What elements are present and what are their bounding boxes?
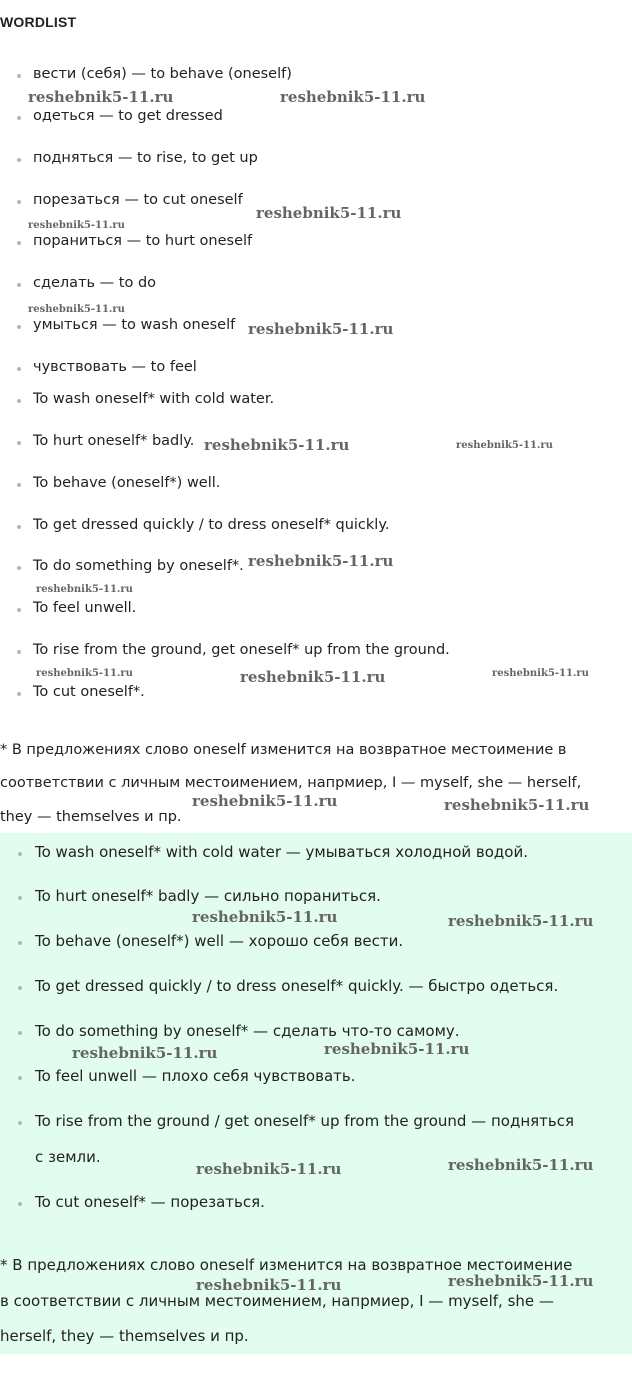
watermark: reshebnik5-11.ru (36, 584, 133, 595)
list-item: To hurt oneself* badly. (33, 433, 195, 449)
list-item-continuation: с земли. (35, 1148, 101, 1166)
footnote-line: соответствии с личным местоимением, напрмиер, I — myself, she — herself, (0, 775, 582, 791)
list-item: чувствовать — to feel (33, 359, 197, 375)
footnote-line: * В предложениях слово oneself изменится на возвратное местоимение (0, 1256, 573, 1274)
list-item: To get dressed quickly / to dress oneself* quickly. — быстро одеться. (35, 977, 559, 995)
watermark: reshebnik5-11.ru (492, 668, 589, 679)
list-item: To feel unwell. (33, 600, 137, 616)
watermark: reshebnik5-11.ru (444, 796, 590, 814)
list-item: To do something by oneself* — сделать что-то самому. (35, 1022, 460, 1040)
list-item: To behave (oneself*) well. (33, 475, 221, 491)
watermark: reshebnik5-11.ru (456, 440, 553, 451)
watermark: reshebnik5-11.ru (36, 668, 133, 679)
list-item: To cut oneself*. (33, 684, 145, 700)
watermark: reshebnik5-11.ru (448, 1156, 594, 1174)
list-item: To cut oneself* — порезаться. (35, 1193, 265, 1211)
watermark: reshebnik5-11.ru (204, 436, 350, 454)
watermark: reshebnik5-11.ru (72, 1044, 218, 1062)
watermark: reshebnik5-11.ru (280, 88, 426, 106)
footnote-line: herself, they — themselves и пр. (0, 1327, 249, 1345)
list-item: пораниться — to hurt oneself (33, 233, 253, 249)
watermark: reshebnik5-11.ru (448, 912, 594, 930)
list-item: To get dressed quickly / to dress oneself* quickly. (33, 517, 390, 533)
watermark: reshebnik5-11.ru (196, 1276, 342, 1294)
watermark: reshebnik5-11.ru (28, 88, 174, 106)
list-item: To do something by oneself*. (33, 558, 244, 574)
list-item: To feel unwell — плохо себя чувствовать. (35, 1067, 356, 1085)
watermark: reshebnik5-11.ru (448, 1272, 594, 1290)
list-item: To hurt oneself* badly — сильно пораниться. (35, 887, 381, 905)
list-item: умыться — to wash oneself (33, 317, 236, 333)
watermark: reshebnik5-11.ru (192, 792, 338, 810)
footnote-line: they — themselves и пр. (0, 809, 182, 825)
footnote-line: * В предложениях слово oneself изменится на возвратное местоимение в (0, 742, 567, 758)
list-item: To behave (oneself*) well — хорошо себя вести. (35, 932, 404, 950)
list-item: одеться — to get dressed (33, 108, 223, 124)
wordlist-title: WORDLIST (0, 14, 77, 30)
watermark: reshebnik5-11.ru (192, 908, 338, 926)
watermark: reshebnik5-11.ru (28, 220, 125, 231)
list-item: To rise from the ground / get oneself* up from the ground — подняться (35, 1112, 574, 1130)
watermark: reshebnik5-11.ru (248, 552, 394, 570)
watermark: reshebnik5-11.ru (196, 1160, 342, 1178)
watermark: reshebnik5-11.ru (324, 1040, 470, 1058)
list-item: сделать — to do (33, 275, 157, 291)
list-item: To wash oneself* with cold water — умываться холодной водой. (35, 843, 528, 861)
list-item: порезаться — to cut oneself (33, 192, 243, 208)
watermark: reshebnik5-11.ru (256, 204, 402, 222)
watermark: reshebnik5-11.ru (240, 668, 386, 686)
list-item: вести (себя) — to behave (oneself) (33, 66, 292, 82)
footnote-line: в соответствии с личным местоимением, напрмиер, I — myself, she — (0, 1292, 554, 1310)
list-item: To rise from the ground, get oneself* up from the ground. (33, 642, 450, 658)
watermark: reshebnik5-11.ru (28, 304, 125, 315)
watermark: reshebnik5-11.ru (248, 320, 394, 338)
list-item: подняться — to rise, to get up (33, 150, 258, 166)
list-item: To wash oneself* with cold water. (33, 391, 275, 407)
